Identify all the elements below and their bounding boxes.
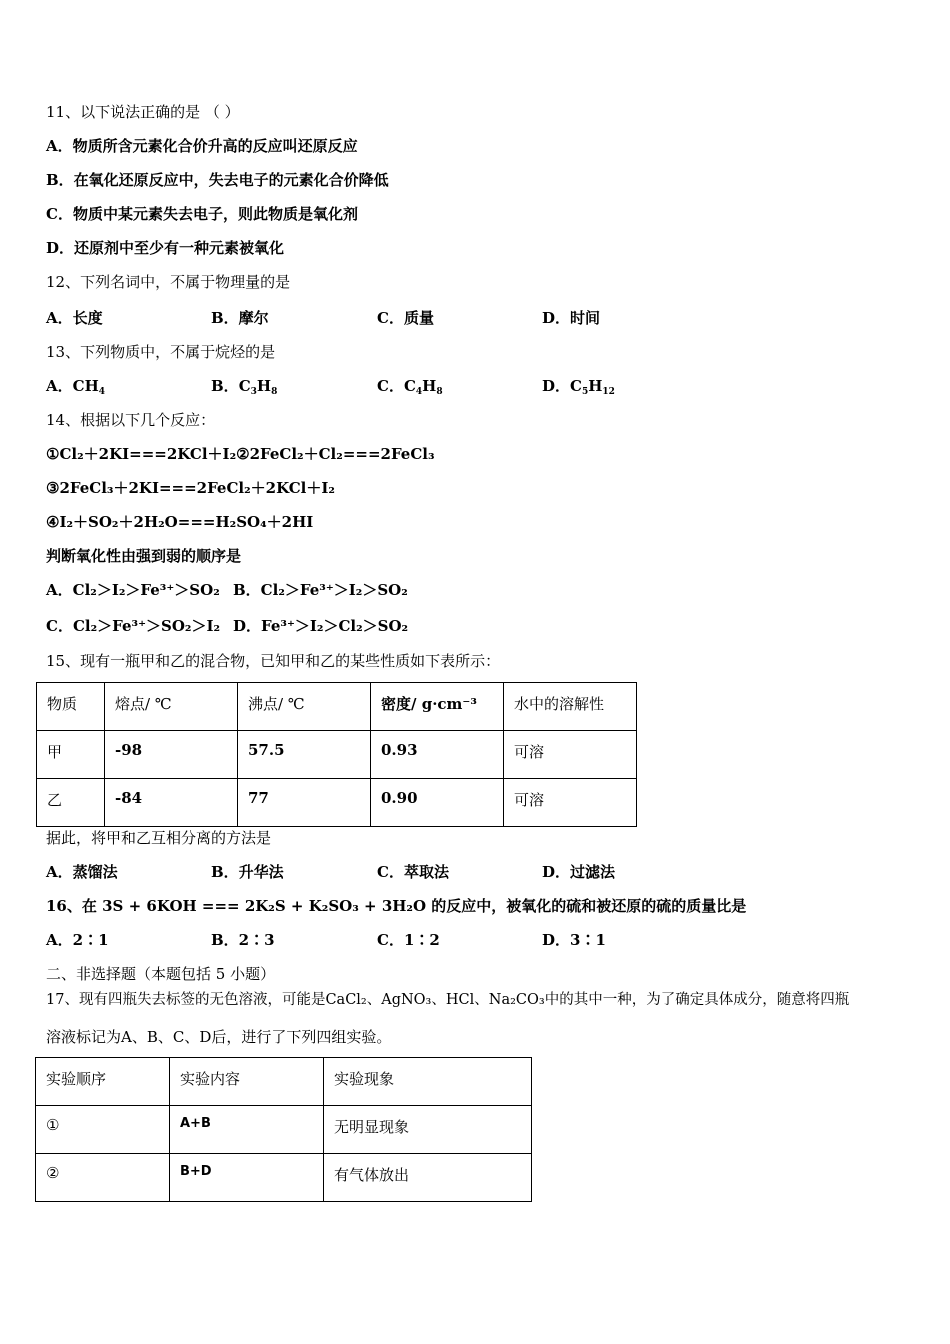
q13-option-d [542,376,615,396]
q15-option-b: B．升华法 [211,863,284,881]
q17-header-content: 实验内容 [170,1058,324,1106]
q12-option-d: D．时间 [542,309,601,327]
q13-option-c [377,376,443,396]
q17-cell: 有气体放出 [324,1154,532,1202]
q15-stem: 15、现有一瓶甲和乙的混合物，已知甲和乙的某些性质如下表所示： [46,652,501,670]
q17-line-2: 溶液标记为A、B、C、D后，进行了下列四组实验。 [46,1028,392,1046]
q17-cell: A+B [170,1106,324,1154]
q15-cell: 乙 [37,779,105,827]
q14-question: 判断氧化性由强到弱的顺序是 [46,547,242,565]
q15-cell: -98 [105,731,238,779]
q13-option-c-formula: $C_4H_8$ [403,377,443,397]
q15-cell: -84 [105,779,238,827]
q17-cell: ② [36,1154,170,1202]
q14-stem: 14、根据以下几个反应： [46,411,216,429]
q13-option-d-label: D． [542,377,571,395]
q14-option-d: D．Fe³⁺＞I₂＞Cl₂＞SO₂ [233,617,409,635]
q17-header-order: 实验顺序 [36,1058,170,1106]
q13-option-a [46,376,105,396]
q12-stem: 12、下列名词中，不属于物理量的是 [46,273,291,291]
q15-option-d: D．过滤法 [542,863,616,881]
q11-stem: 11、以下说法正确的是 （ ） [46,103,240,121]
q12-option-a: A．长度 [46,309,103,327]
q15-option-a: A．蒸馏法 [46,863,118,881]
table-row [37,779,637,827]
q17-cell: B+D [170,1154,324,1202]
table-row [37,731,637,779]
q13-option-a-formula: $CH_4$ [72,377,106,397]
q14-option-a: A．Cl₂＞I₂＞Fe³⁺＞SO₂ [46,581,220,599]
q15-header-solubility: 水中的溶解性 [504,683,637,731]
q15-cell: 0.90 [371,779,504,827]
q17-header-phenomenon: 实验现象 [324,1058,532,1106]
q15-question: 据此，将甲和乙互相分离的方法是 [46,829,272,847]
q13-option-b [211,376,277,396]
q14-reaction-1: ①Cl₂＋2KI===2KCl＋I₂②2FeCl₂＋Cl₂===2FeCl₃ [46,445,435,463]
q11-option-a: A．物质所含元素化合价升高的反应叫还原反应 [46,137,358,155]
q15-header-substance: 物质 [37,683,105,731]
q14-option-b: B．Cl₂＞Fe³⁺＞I₂＞SO₂ [233,581,408,599]
table-row [36,1154,532,1202]
q16-stem: 16、在 3S + 6KOH === 2K₂S + K₂SO₃ + 3H₂O 的反应中，被氧化的硫和被还原的硫的质量比是 [46,897,747,915]
section-title: 二、非选择题（本题包括 5 小题） [46,965,276,983]
q17-cell: 无明显现象 [324,1106,532,1154]
table-row [36,1106,532,1154]
q12-option-c: C．质量 [377,309,434,327]
q17-cell: ① [36,1106,170,1154]
q14-reaction-3: ④I₂＋SO₂＋2H₂O===H₂SO₄＋2HI [46,513,314,531]
q13-stem: 13、下列物质中，不属于烷烃的是 [46,343,276,361]
q15-cell: 77 [238,779,371,827]
q13-option-a-label: A． [46,377,73,395]
q16-option-b: B．2∶3 [211,931,275,949]
q15-option-c: C．萃取法 [377,863,449,881]
q13-option-d-formula: $C_5H_{12}$ [570,377,615,397]
q15-table [36,682,637,827]
q14-option-c: C．Cl₂＞Fe³⁺＞SO₂＞I₂ [46,617,221,635]
q16-option-d: D．3∶1 [542,931,606,949]
q16-option-c: C．1∶2 [377,931,440,949]
q15-cell: 0.93 [371,731,504,779]
q15-header-melting: 熔点/ ℃ [105,683,238,731]
q15-cell: 57.5 [238,731,371,779]
q13-option-c-label: C． [377,377,404,395]
q13-option-b-label: B． [211,377,239,395]
q15-header-boiling: 沸点/ ℃ [238,683,371,731]
q15-header-density: 密度/ g·cm⁻³ [371,683,504,731]
q15-cell: 可溶 [504,731,637,779]
q11-option-d: D．还原剂中至少有一种元素被氧化 [46,239,285,257]
q11-option-b: B．在氧化还原反应中，失去电子的元素化合价降低 [46,171,389,189]
q17-table [35,1057,532,1202]
q15-cell: 甲 [37,731,105,779]
q11-option-c: C．物质中某元素失去电子，则此物质是氧化剂 [46,205,358,223]
q13-option-b-formula: $C_3H_8$ [238,377,278,397]
q15-cell: 可溶 [504,779,637,827]
q16-option-a: A．2∶1 [46,931,109,949]
q17-line-1: 17、现有四瓶失去标签的无色溶液，可能是CaCl₂、AgNO₃、HCl、Na₂CO₃中的其中一种，为了确定具体成分，随意将四瓶 [46,992,850,1008]
q14-reaction-2: ③2FeCl₃＋2KI===2FeCl₂＋2KCl＋I₂ [46,479,335,497]
q12-option-b: B．摩尔 [211,309,269,327]
